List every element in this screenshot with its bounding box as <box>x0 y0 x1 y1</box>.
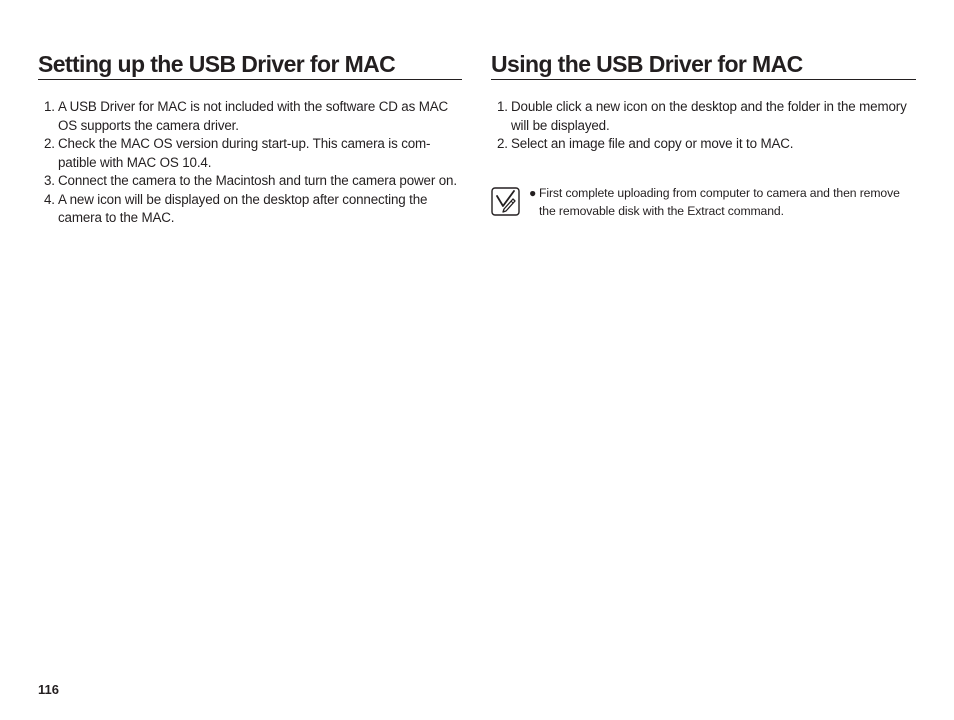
step-number: 2. <box>44 136 55 151</box>
list-item <box>497 98 916 135</box>
note-check-icon <box>491 187 520 216</box>
step-number: 3. <box>44 173 55 188</box>
note-text <box>529 184 909 221</box>
note-body: First complete uploading from computer to camera and then remove the removable disk with the Extract command. <box>539 185 900 218</box>
page-number: 116 <box>38 682 59 697</box>
steps-list <box>38 98 462 228</box>
step-text: Connect the camera to the Macintosh and turn the camera power on. <box>58 173 457 188</box>
step-number: 2. <box>497 136 508 151</box>
step-text: Select an image file and copy or move it to MAC. <box>511 136 794 151</box>
step-text: Double click a new icon on the desktop and the folder in the memory will be displayed. <box>511 99 907 133</box>
note-box <box>491 184 916 224</box>
step-number: 1. <box>497 99 508 114</box>
list-item <box>44 172 462 191</box>
step-text: Check the MAC OS version during start-up. This camera is com-patible with MAC OS 10.4. <box>58 136 431 170</box>
step-number: 1. <box>44 99 55 114</box>
section-title: Setting up the USB Driver for MAC <box>38 50 462 80</box>
list-item <box>44 98 462 135</box>
step-text: A USB Driver for MAC is not included with the software CD as MAC OS supports the camera driver. <box>58 99 449 133</box>
left-section <box>38 50 462 228</box>
list-item <box>44 135 462 172</box>
bullet-icon: ● <box>529 185 537 200</box>
section-title: Using the USB Driver for MAC <box>491 50 916 80</box>
list-item <box>44 191 462 228</box>
list-item <box>497 135 916 154</box>
step-number: 4. <box>44 191 55 207</box>
steps-list <box>491 98 916 154</box>
right-section <box>491 50 916 224</box>
step-text: A new icon will be displayed on the desktop after connecting the camera to the MAC. <box>58 191 428 225</box>
